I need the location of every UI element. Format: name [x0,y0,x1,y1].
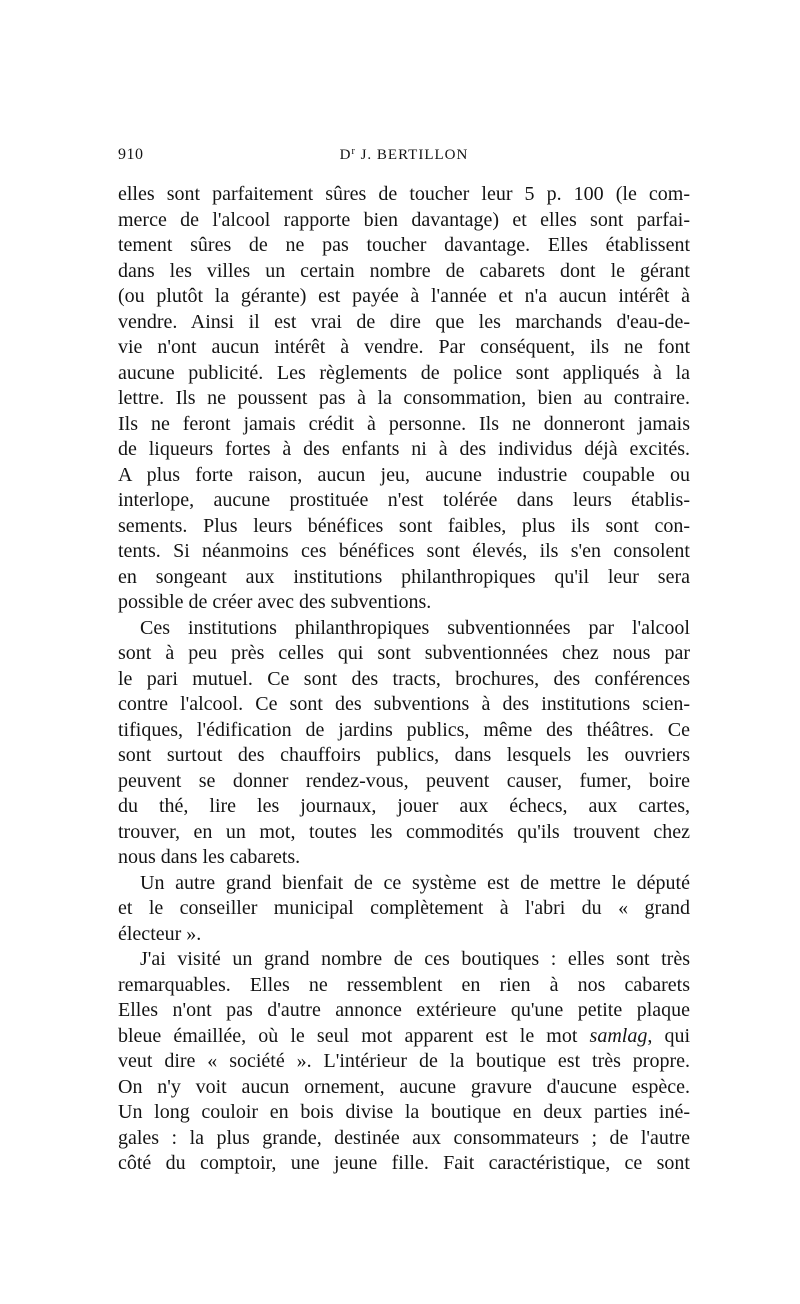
author-superscript: r [351,146,356,157]
paragraph-start-line: Ces institutions philanthropiques subventionnées par l'alcool [140,616,690,639]
text-line: Ils ne feront jamais crédit à personne. Ils ne donneront jamais [118,412,690,435]
text-line: nous dans les cabarets. [118,846,301,868]
text-line: vie n'ont aucun intérêt à vendre. Par conséquent, ils ne font [118,336,690,358]
page-number: 910 [118,146,144,163]
text-line: veut dire « société ». L'intérieur de la boutique est très propre. [118,1050,690,1072]
text-line: côté du comptoir, une jeune fille. Fait caractéristique, ce sont [118,1152,690,1174]
text-line: tifiques, l'édification de jardins publics, même des théâtres. Ce [118,718,690,741]
text-line: interlope, aucune prostituée n'est tolérée dans leurs établis- [118,489,690,511]
text-line: tents. Si néanmoins ces bénéfices sont élevés, ils s'en consolent [118,540,690,562]
text-line: Un long couloir en bois divise la boutique en deux parties iné- [118,1101,690,1123]
text-line: du thé, lire les journaux, jouer aux échecs, aux cartes, [118,795,690,817]
text-line: (ou plutôt la gérante) est payée à l'année et n'a aucun intérêt à [118,285,690,307]
text-line: électeur ». [118,922,202,945]
text-line: sont à peu près celles qui sont subventionnées chez nous par [118,642,690,664]
text-line: gales : la plus grande, destinée aux consommateurs ; de l'autre [118,1126,690,1149]
text-line: trouver, en un mot, toutes les commodités qu'ils trouvent chez [118,820,690,843]
text-line: possible de créer avec des subventions. [118,591,432,613]
text-line: de liqueurs fortes à des enfants ni à des individus déjà excités. [118,438,690,460]
paragraph-start-line: Un autre grand bienfait de ce système est de mettre le député [140,871,690,894]
running-head-author [118,146,690,164]
text-line: vendre. Ainsi il est vrai de dire que les marchands d'eau-de- [118,310,690,333]
text-line: A plus forte raison, aucun jeu, aucune industrie coupable ou [118,463,690,486]
text-line: sements. Plus leurs bénéfices sont faibles, plus ils sont con- [118,514,690,537]
author-prefix: D [339,147,352,163]
text-line: dans les villes un certain nombre de cabarets dont le gérant [118,259,690,282]
running-head [118,146,690,170]
text-line: contre l'alcool. Ce sont des subventions à des institutions scien- [118,693,690,715]
text-line-with-italic [118,1024,690,1050]
text-line: tement sûres de ne pas toucher davantage. Elles établissent [118,234,690,256]
text-line: et le conseiller municipal complètement à l'abri du « grand [118,897,690,919]
text-line: merce de l'alcool rapporte bien davantage) et elles sont parfai- [118,208,690,231]
italic-term: samlag [589,1024,648,1047]
text-segment: , qui [647,1024,690,1047]
text-line: le pari mutuel. Ce sont des tracts, brochures, des conférences [118,667,690,690]
author-name: J. BERTILLON [355,147,469,163]
text-line: Elles n'ont pas d'autre annonce extérieure qu'une petite plaque [118,999,690,1021]
text-line: en songeant aux institutions philanthropiques qu'il leur sera [118,565,690,588]
text-line: On n'y voit aucun ornement, aucune gravure d'aucune espèce. [118,1075,690,1098]
text-line: remarquables. Elles ne ressemblent en rien à nos cabarets [118,973,690,996]
text-line: peuvent se donner rendez-vous, peuvent causer, fumer, boire [118,769,690,792]
text-line: lettre. Ils ne poussent pas à la consommation, bien au contraire. [118,387,690,409]
body-text [118,182,690,1177]
text-line: elles sont parfaitement sûres de toucher leur 5 p. 100 (le com- [118,183,690,205]
text-line: aucune publicité. Les règlements de police sont appliqués à la [118,361,690,384]
paragraph-start-line: J'ai visité un grand nombre de ces boutiques : elles sont très [140,948,690,970]
text-line: sont surtout des chauffoirs publics, dans lesquels les ouvriers [118,744,690,766]
text-segment: bleue émaillée, où le seul mot apparent est le mot [118,1024,590,1047]
